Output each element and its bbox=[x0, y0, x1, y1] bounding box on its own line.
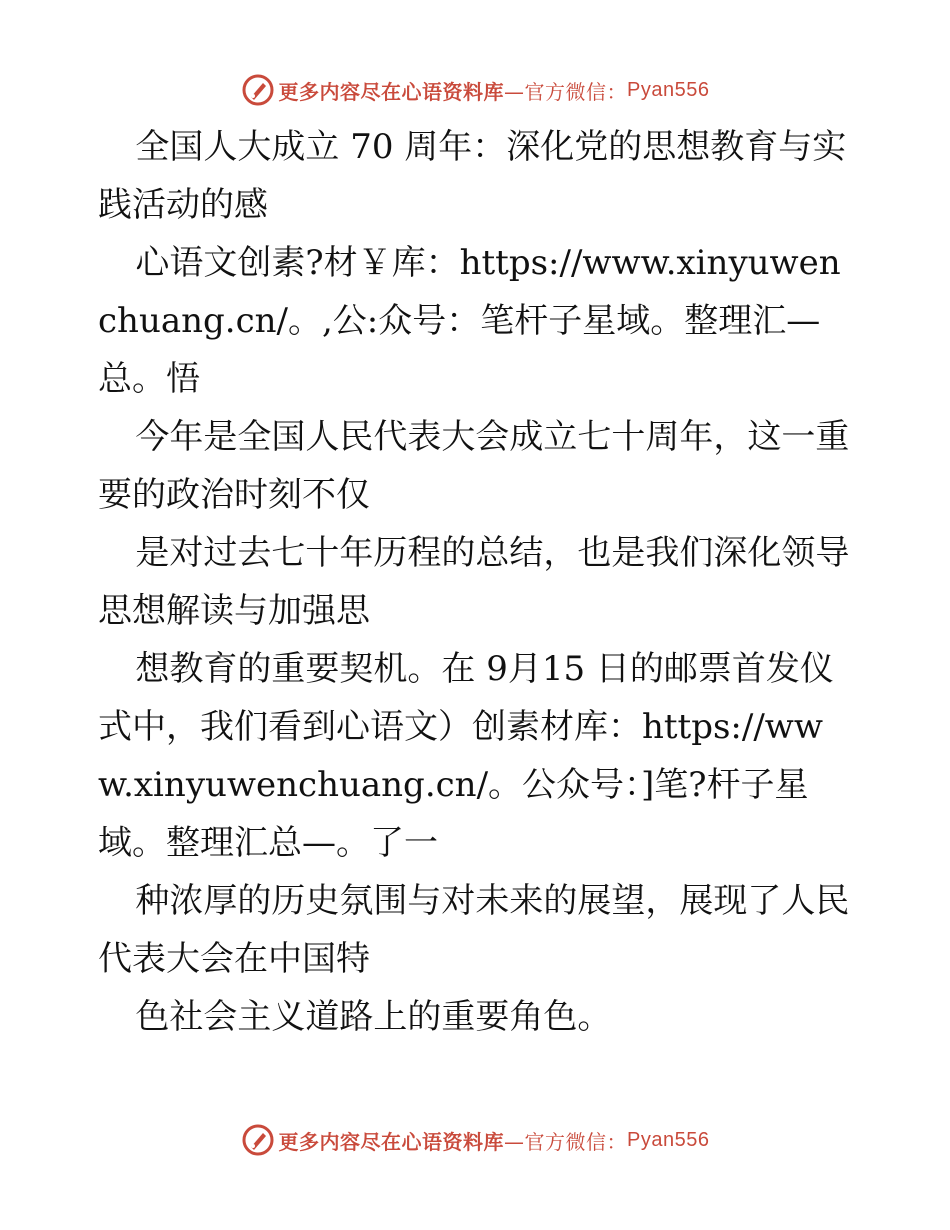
paragraph-2: 心语文创素?材￥库：https://www.xinyuwenchuang.cn/。,公:众号：笔杆子星域。整理汇—总。悟 bbox=[98, 243, 841, 399]
paragraph-4: 是对过去七十年历程的总结，也是我们深化领导思想解读与加强思 bbox=[98, 533, 850, 631]
paragraph-7: 色社会主义道路上的重要角色。 bbox=[135, 997, 612, 1037]
banner-main-text: 更多内容尽在心语资料库 bbox=[278, 1129, 505, 1154]
banner-wechat-id: Pyan556 bbox=[627, 1128, 710, 1151]
header-banner bbox=[0, 70, 950, 110]
paragraph-1: 全国人大成立 70 周年：深化党的思想教育与实践活动的感 bbox=[98, 127, 847, 225]
document-body bbox=[98, 118, 858, 1046]
banner-sub-text: —官方微信： bbox=[504, 79, 628, 104]
pen-nib-seal-icon bbox=[241, 73, 275, 107]
footer-banner bbox=[0, 1120, 950, 1160]
paragraph-5: 想教育的重要契机。在 9月15 日的邮票首发仪式中，我们看到心语文）创素材库：https://www.xinyuwenchuang.cn/。公众号：]笔?杆子星域。整理汇总—。了一 bbox=[98, 649, 834, 863]
banner-sub-text: —官方微信： bbox=[504, 1129, 628, 1154]
banner-main-text: 更多内容尽在心语资料库 bbox=[278, 79, 505, 104]
paragraph-3: 今年是全国人民代表大会成立七十周年，这一重要的政治时刻不仅 bbox=[98, 417, 850, 515]
banner-wechat-id: Pyan556 bbox=[627, 78, 710, 101]
pen-nib-seal-icon bbox=[241, 1123, 275, 1157]
paragraph-6: 种浓厚的历史氛围与对未来的展望，展现了人民代表大会在中国特 bbox=[98, 881, 850, 979]
